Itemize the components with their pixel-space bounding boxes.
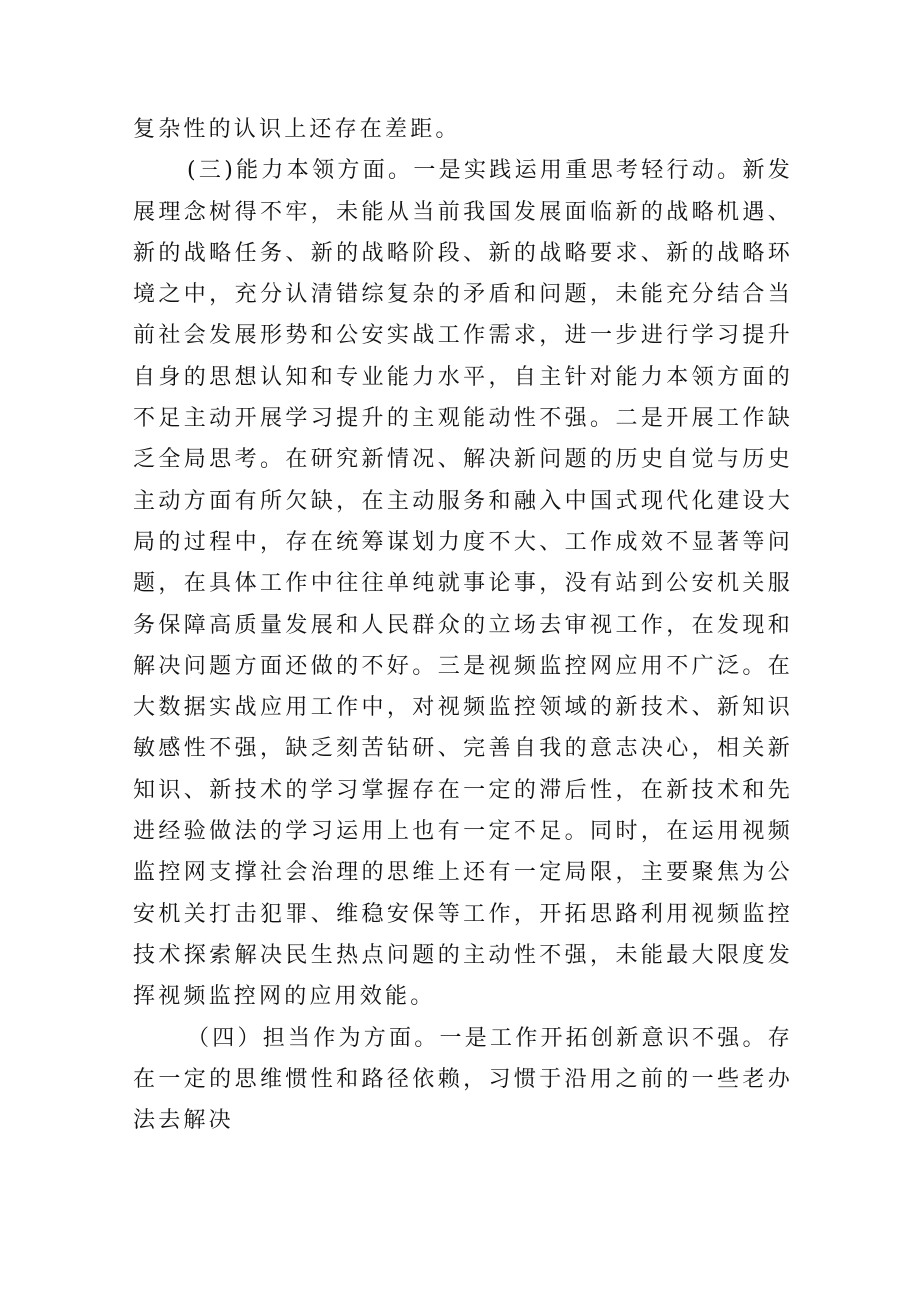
- paragraph-continuation: 复杂性的认识上还存在差距。: [133, 117, 461, 142]
- document-body: [133, 109, 793, 1141]
- paragraph-ability-section: (三)能力本领方面。一是实践运用重思考轻行动。新发展理念树得不牢，未能从当前我国发展面临新的战略机遇、新的战略任务、新的战略阶段、新的战略要求、新的战略环境之中，充分认清错综复杂的矛盾和问题，未能充分结合当前社会发展形势和公安实战工作需求，进一步进行学习提升自身的思想认知和专业能力水平，自主针对能力本领方面的不足主动开展学习提升的主观能动性不强。二是开展工作缺乏全局思考。在研究新情况、解决新问题的历史自觉与历史主动方面有所欠缺，在主动服务和融入中国式现代化建设大局的过程中，存在统筹谋划力度不大、工作成效不显著等问题，在具体工作中往往单纯就事论事，没有站到公安机关服务保障高质量发展和人民群众的立场去审视工作，在发现和解决问题方面还做的不好。三是视频监控网应用不广泛。在大数据实战应用工作中，对视频监控领域的新技术、新知识敏感性不强，缺乏刻苦钻研、完善自我的意志决心，相关新知识、新技术的学习掌握存在一定的滞后性，在新技术和先进经验做法的学习运用上也有一定不足。同时，在运用视频监控网支撑社会治理的思维上还有一定局限，主要聚焦为公安机关打击犯罪、维稳安保等工作，开拓思路利用视频监控技术探索解决民生热点问题的主动性不强，未能最大限度发挥视频监控网的应用效能。: [133, 158, 793, 1010]
- paragraph-responsibility-section: （四）担当作为方面。一是工作开拓创新意识不强。存在一定的思维惯性和路径依赖，习惯于沿用之前的一些老办法去解决: [133, 1025, 793, 1134]
